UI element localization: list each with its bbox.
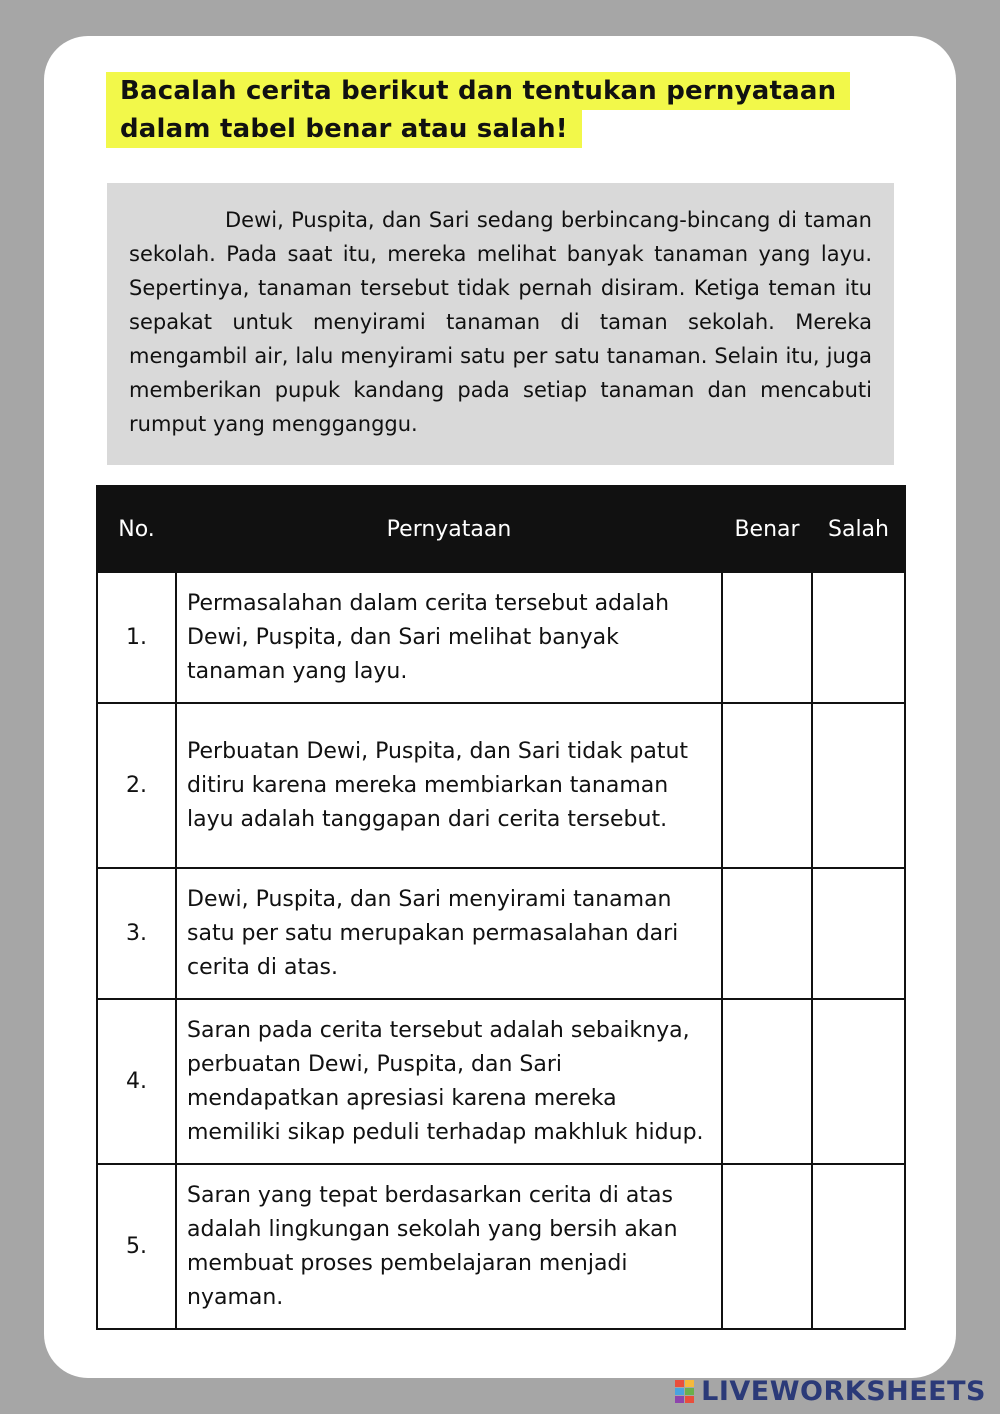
answer-true-cell[interactable] — [722, 999, 812, 1164]
table-header-row — [97, 486, 905, 572]
table-row — [97, 572, 905, 703]
statement-table — [96, 485, 906, 1330]
table-row — [97, 1164, 905, 1329]
answer-false-cell[interactable] — [812, 572, 905, 703]
answer-false-cell[interactable] — [812, 1164, 905, 1329]
header-false: Salah — [812, 486, 905, 572]
header-true: Benar — [722, 486, 812, 572]
row-number: 1. — [97, 572, 176, 703]
logo-blocks-icon — [675, 1380, 695, 1404]
answer-true-cell[interactable] — [722, 868, 812, 999]
answer-true-cell[interactable] — [722, 1164, 812, 1329]
story-passage: Dewi, Puspita, dan Sari sedang berbincang-bincang di taman sekolah. Pada saat itu, mereka melihat banyak tanaman yang layu. Sepertinya, tanaman tersebut tidak pernah disiram. Ketiga teman itu sepakat untuk menyirami tanaman di taman sekolah. Mereka mengambil air, lalu menyirami satu per satu tanaman. Selain itu, juga memberikan pupuk kandang pada setiap tanaman dan mencabuti rumput yang mengganggu. — [107, 183, 894, 465]
row-number: 3. — [97, 868, 176, 999]
row-statement: Saran pada cerita tersebut adalah sebaiknya, perbuatan Dewi, Puspita, dan Sari mendapatkan apresiasi karena mereka memiliki sikap peduli terhadap makhluk hidup. — [176, 999, 722, 1164]
answer-false-cell[interactable] — [812, 999, 905, 1164]
row-number: 4. — [97, 999, 176, 1164]
header-no: No. — [97, 486, 176, 572]
header-statement: Pernyataan — [176, 486, 722, 572]
answer-true-cell[interactable] — [722, 703, 812, 868]
instruction-highlight: Bacalah cerita berikut dan tentukan pernyataan dalam tabel benar atau salah! — [106, 72, 850, 148]
row-statement: Perbuatan Dewi, Puspita, dan Sari tidak patut ditiru karena mereka membiarkan tanaman layu adalah tanggapan dari cerita tersebut. — [176, 703, 722, 868]
table-row — [97, 999, 905, 1164]
table-row — [97, 868, 905, 999]
liveworksheets-logo — [675, 1376, 986, 1407]
row-statement: Saran yang tepat berdasarkan cerita di atas adalah lingkungan sekolah yang bersih akan membuat proses pembelajaran menjadi nyaman. — [176, 1164, 722, 1329]
answer-false-cell[interactable] — [812, 868, 905, 999]
answer-false-cell[interactable] — [812, 703, 905, 868]
instruction-text — [106, 72, 894, 148]
row-number: 2. — [97, 703, 176, 868]
table-row — [97, 703, 905, 868]
logo-text: LIVEWORKSHEETS — [701, 1376, 986, 1407]
answer-true-cell[interactable] — [722, 572, 812, 703]
row-statement: Permasalahan dalam cerita tersebut adalah Dewi, Puspita, dan Sari melihat banyak tanaman yang layu. — [176, 572, 722, 703]
row-number: 5. — [97, 1164, 176, 1329]
row-statement: Dewi, Puspita, dan Sari menyirami tanaman satu per satu merupakan permasalahan dari cerita di atas. — [176, 868, 722, 999]
